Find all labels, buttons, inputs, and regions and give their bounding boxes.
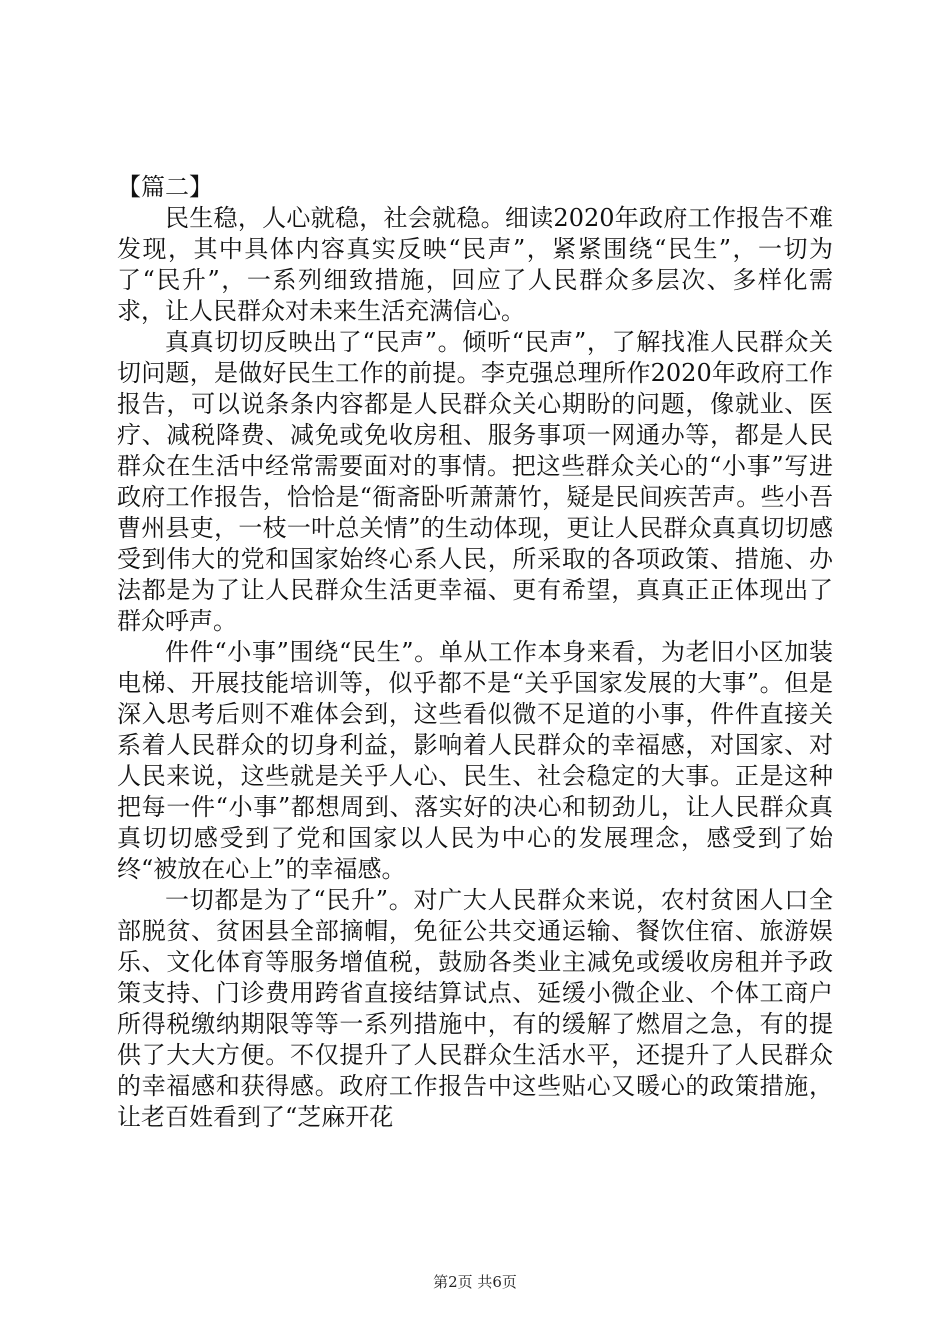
paragraph-small-matters: 件件“小事”围绕“民生”。单从工作本身来看，为老旧小区加装电梯、开展技能培训等，似乎都不是“关乎国家发展的大事”。但是深入思考后则不难体会到，这些看似微不足道的小事，件件直接关系着人民群众的切身利益，影响着人民群众的幸福感，对国家、对人民来说，这些就是关乎人心、民生、社会稳定的大事。正是这种把每一件“小事”都想周到、落实好的决心和韧劲儿，让人民群众真真切切感受到了党和国家以人民为中心的发展理念，感受到了始终“被放在心上”的幸福感。 xyxy=(117,638,833,883)
paragraph-intro: 民生稳，人心就稳，社会就稳。细读2020年政府工作报告不难发现，其中具体内容真实反映“民声”，紧紧围绕“民生”，一切为了“民升”，一系列细致措施，回应了人民群众多层次、多样化需求，让人民群众对未来生活充满信心。 xyxy=(117,204,833,325)
page-number-footer: 第2页 共6页 xyxy=(433,1273,517,1291)
section-title: 【篇二】 xyxy=(117,173,213,201)
document-body xyxy=(117,172,833,1133)
paragraph-minsheng-voice: 真真切切反映出了“民声”。倾听“民声”，了解找准人民群众关切问题，是做好民生工作的前提。李克强总理所作2020年政府工作报告，可以说条条内容都是人民群众关心期盼的问题，像就业、医疗、减税降费、减免或免收房租、服务事项一网通办等，都是人民群众在生活中经常需要面对的事情。把这些群众关心的“小事”写进政府工作报告，恰恰是“衙斋卧听萧萧竹，疑是民间疾苦声。些小吾曹州县吏，一枝一叶总关情”的生动体现，更让人民群众真真切切感受到伟大的党和国家始终心系人民，所采取的各项政策、措施、办法都是为了让人民群众生活更幸福、更有希望，真真正正体现出了群众呼声。 xyxy=(117,328,833,635)
paragraph-minsheng-rise: 一切都是为了“民升”。对广大人民群众来说，农村贫困人口全部脱贫、贫困县全部摘帽，免征公共交通运输、餐饮住宿、旅游娱乐、文化体育等服务增值税，鼓励各类业主减免或缓收房租并予政策支持、门诊费用跨省直接结算试点、延缓小微企业、个体工商户所得税缴纳期限等等一系列措施中，有的缓解了燃眉之急，有的提供了大大方便。不仅提升了人民群众生活水平，还提升了人民群众的幸福感和获得感。政府工作报告中这些贴心又暖心的政策措施，让老百姓看到了“芝麻开花 xyxy=(117,886,833,1131)
